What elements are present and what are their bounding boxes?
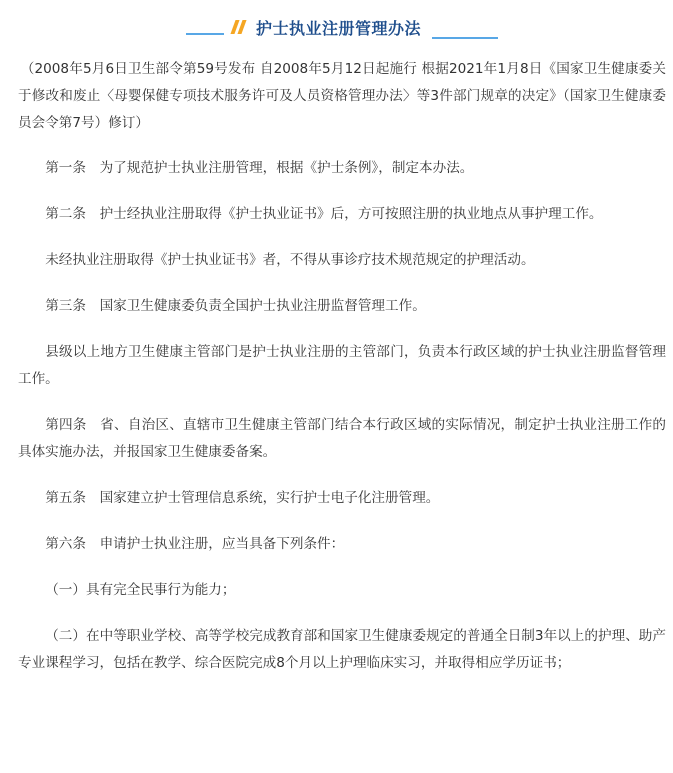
paragraph-article-2-continued: [18, 247, 666, 274]
article-text: （一）具有完全民事行为能力；: [45, 582, 236, 598]
document-body: [18, 56, 666, 696]
article-text: 为了规范护士执业注册管理，根据《护士条例》，制定本办法。: [99, 160, 474, 176]
paragraph-article-2: [18, 201, 666, 228]
title-decoration-line-right: [432, 37, 498, 39]
article-text: 国家建立护士管理信息系统，实行护士电子化注册管理。: [99, 490, 440, 506]
paragraph-article-1: [18, 155, 666, 182]
paragraph-article-6: [18, 531, 666, 558]
article-text: 国家卫生健康委负责全国护士执业注册监督管理工作。: [99, 298, 426, 314]
article-label: 第四条: [45, 417, 87, 433]
article-label: 第六条: [45, 536, 86, 552]
article-label: 第三条: [45, 298, 86, 314]
page-title: 护士执业注册管理办法: [256, 19, 422, 38]
paragraph-article-6-item-2: [18, 623, 666, 677]
article-label: 第二条: [45, 206, 86, 222]
article-text: 省、自治区、直辖市卫生健康主管部门结合本行政区域的实际情况，制定护士执业注册工作的具体实施办法，并报国家卫生健康委备案。: [18, 417, 667, 460]
article-text: 县级以上地方卫生健康主管部门是护士执业注册的主管部门，负责本行政区域的护士执业注册监督管理工作。: [18, 344, 666, 387]
document-preamble: （2008年5月6日卫生部令第59号发布 自2008年5月12日起施行 根据2021年1月8日《国家卫生健康委关于修改和废止〈母婴保健专项技术服务许可及人员资格管理办法〉等3件部门规章的决定》（国家卫生健康委员会令第7号）修订）: [18, 61, 666, 131]
article-text: 未经执业注册取得《护士执业证书》者，不得从事诊疗技术规范规定的护理活动。: [45, 252, 535, 268]
paragraph-article-3-continued: [18, 339, 666, 393]
paragraph-article-4: [18, 412, 666, 466]
paragraph-article-6-item-1: [18, 577, 666, 604]
title-accent-slash-2: [237, 20, 246, 34]
article-text: 申请护士执业注册，应当具备下列条件：: [99, 536, 345, 552]
title-bar: [0, 12, 673, 48]
paragraph-article-5: [18, 485, 666, 512]
article-text: 护士经执业注册取得《护士执业证书》后，方可按照注册的执业地点从事护理工作。: [99, 206, 603, 222]
title-decoration-line-left: [186, 33, 224, 35]
article-text: （二）在中等职业学校、高等学校完成教育部和国家卫生健康委规定的普通全日制3年以上的护理、助产专业课程学习，包括在教学、综合医院完成8个月以上护理临床实习，并取得相应学历证书；: [18, 628, 666, 671]
article-label: 第五条: [45, 490, 86, 506]
paragraph-article-3: [18, 293, 666, 320]
article-label: 第一条: [45, 160, 86, 176]
